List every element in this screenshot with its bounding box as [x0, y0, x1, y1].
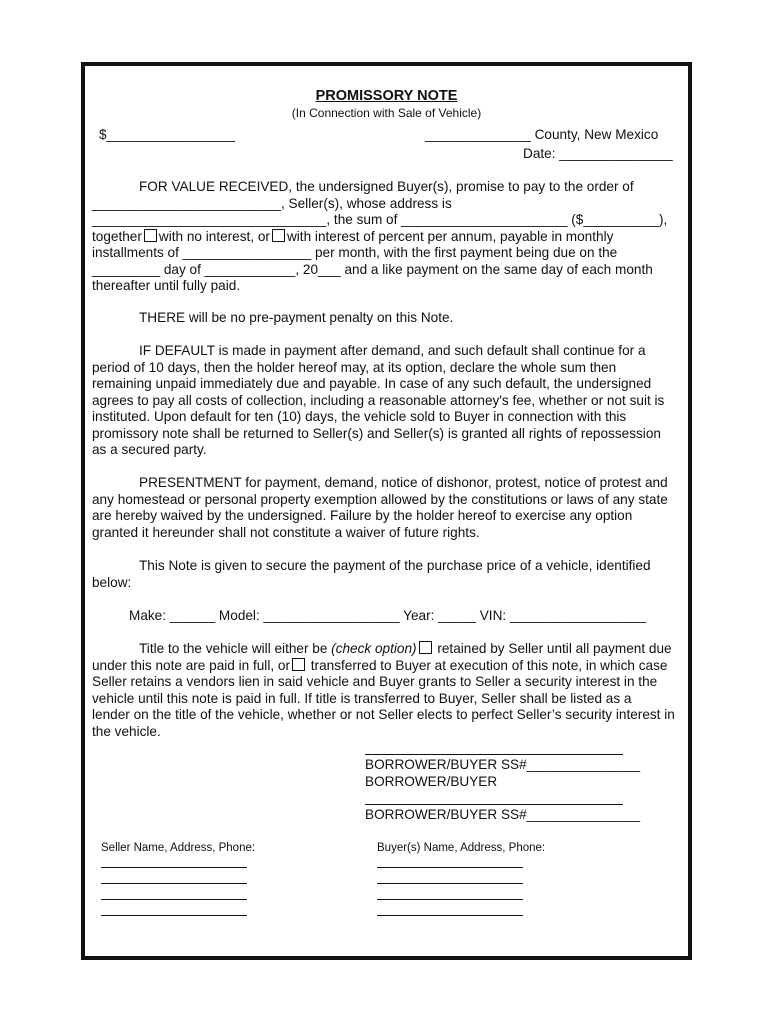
p3-line: promissory note shall be returned to Seller(s) and Seller(s) is granted all rights of repossession [92, 425, 661, 441]
borrower-buyer-label: BORROWER/BUYER [365, 774, 498, 789]
seller-contact-line[interactable] [101, 915, 247, 916]
prepayment-paragraph: THERE will be no pre-payment penalty on this Note. [139, 310, 454, 325]
with-interest-checkbox[interactable] [272, 229, 285, 242]
buyer-contact-label: Buyer(s) Name, Address, Phone: [377, 842, 546, 854]
payment-terms-paragraph [92, 179, 684, 295]
p6-line-checkbox [92, 641, 684, 658]
p6-transferred-text: transferred to Buyer at execution of this note, in which case [307, 657, 668, 673]
document-title: PROMISSORY NOTE [315, 88, 458, 104]
transferred-to-buyer-checkbox[interactable] [292, 658, 305, 671]
p3-line: as a secured party. [92, 442, 207, 457]
p1-line-checkboxes [92, 229, 684, 246]
p1-line: _________ day of ____________, 20___ and a like payment on the same day of each month [92, 261, 653, 277]
borrower-buyer-ss-2: BORROWER/BUYER SS#_______________ [365, 807, 641, 822]
buyer-contact-line[interactable] [377, 899, 523, 900]
seller-contact-line[interactable] [101, 883, 247, 884]
p6-line: vehicle until this note is paid in full. If title is transferred to Buyer, Seller shall be listed as a [92, 690, 632, 706]
p1-line: installments of _________________ per month, with the first payment being due on the [92, 245, 618, 260]
p3-line: IF DEFAULT is made in payment after demand, and such default shall continue for a [139, 343, 646, 358]
p6-paid-text: under this note are paid in full, or [92, 657, 290, 673]
seller-contact-line[interactable] [101, 899, 247, 900]
p6-title-text: Title to the vehicle will either be [139, 641, 332, 656]
p4-line: granted it hereunder shall not constitute a waiver of future rights. [92, 524, 480, 540]
county-line: ______________ County, New Mexico [425, 127, 659, 142]
amount-line: $_________________ [99, 127, 236, 142]
borrower-buyer-ss-1: BORROWER/BUYER SS#_______________ [365, 757, 641, 772]
p6-line: Seller retains a vendors lien in said vehicle and Buyer grants to Seller a security interest in the [92, 674, 658, 689]
p6-line-checkbox [92, 658, 684, 675]
p3-line: instituted. Upon default for ten (10) days, the vehicle sold to Buyer in connection with this [92, 409, 627, 424]
document-subtitle: (In Connection with Sale of Vehicle) [291, 106, 482, 120]
p5-line: below: [92, 574, 132, 590]
p6-check-option: (check option) [331, 641, 417, 656]
no-interest-checkbox[interactable] [144, 229, 157, 242]
p3-line: period of 10 days, then the holder hereof may, at its option, declare the whole sum then [92, 359, 617, 375]
p1-together-text: together [92, 228, 142, 244]
signature-line[interactable] [365, 754, 623, 755]
buyer-contact-line[interactable] [377, 915, 523, 916]
retained-by-seller-checkbox[interactable] [419, 641, 432, 654]
p6-line: the vehicle. [92, 723, 161, 739]
p4-line: PRESENTMENT for payment, demand, notice of dishonor, protest, notice of protest and [139, 475, 668, 490]
seller-contact-label: Seller Name, Address, Phone: [101, 842, 256, 854]
date-line: Date: _______________ [523, 146, 673, 161]
seller-contact-line[interactable] [101, 867, 247, 868]
p1-no-interest-text: with no interest, or [158, 228, 270, 244]
vehicle-identification-line: Make: ______ Model: __________________ Year: _____ VIN: __________________ [129, 608, 647, 623]
p1-line: _______________________________, the sum of ______________________ ($__________), [92, 212, 668, 227]
default-paragraph [92, 343, 684, 459]
p1-interest-text: with interest of percent per annum, payable in monthly [286, 228, 614, 244]
buyer-contact-line[interactable] [377, 883, 523, 884]
vehicle-purpose-paragraph [92, 558, 684, 591]
p4-line: are hereby waived by the undersigned. Failure by the holder hereof to exercise any option [92, 508, 633, 523]
p1-line: _________________________, Seller(s), whose address is [92, 195, 452, 211]
p4-line: any homestead or personal property exemption allowed by the constitutions or laws of any state [92, 491, 668, 507]
buyer-contact-line[interactable] [377, 867, 523, 868]
p1-line: FOR VALUE RECEIVED, the undersigned Buyer(s), promise to pay to the order of [139, 179, 634, 194]
p3-line: agrees to pay all costs of collection, including a reasonable attorney's fee, whether or not suit is [92, 392, 665, 408]
presentment-paragraph [92, 475, 684, 541]
document-page [81, 62, 692, 960]
title-paragraph [92, 641, 684, 740]
signature-line[interactable] [365, 804, 623, 805]
p1-line: thereafter until fully paid. [92, 278, 241, 293]
p3-line: remaining unpaid immediately due and payable. In case of any such default, the undersigned [92, 376, 652, 391]
p5-line: This Note is given to secure the payment of the purchase price of a vehicle, identified [139, 558, 651, 573]
p6-retained-text: retained by Seller until all payment due [433, 641, 672, 656]
p6-line: lender on the title of the vehicle, whether or not Seller elects to perfect Seller’s security interest in [92, 707, 675, 722]
